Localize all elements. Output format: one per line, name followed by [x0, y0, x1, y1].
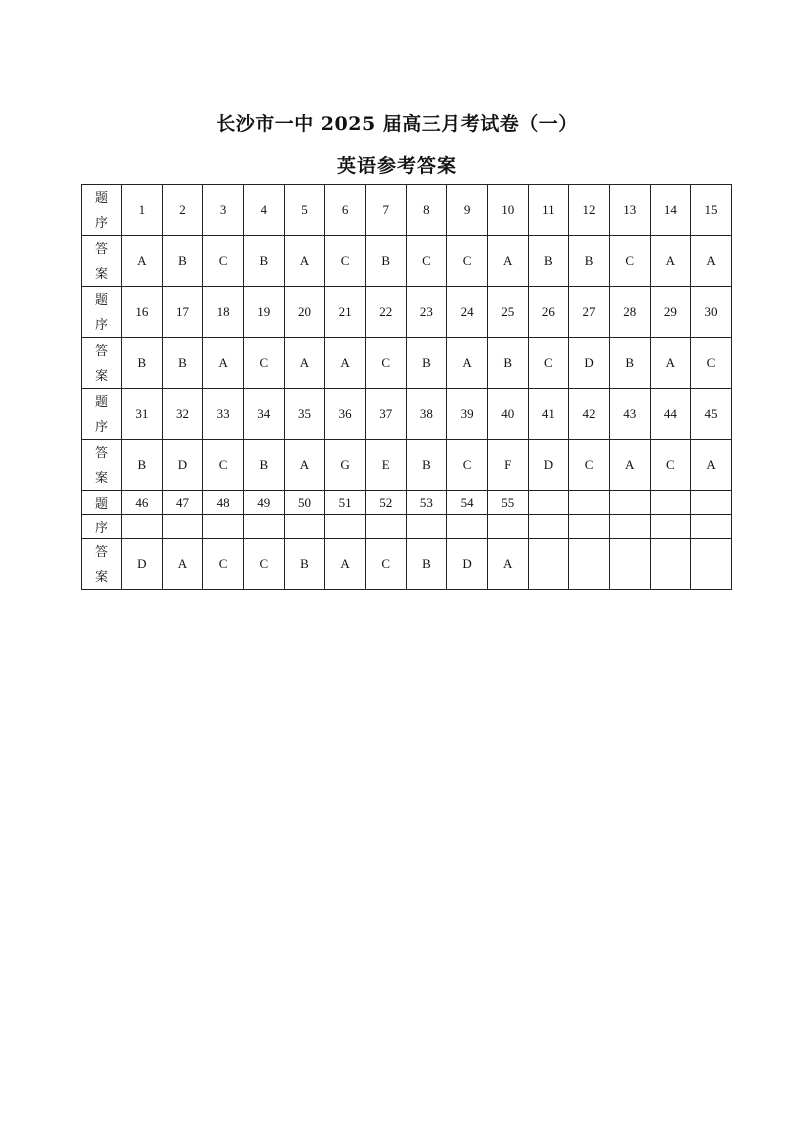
empty-cell — [691, 515, 732, 539]
answer-cell: B — [406, 440, 447, 491]
question-number-cell: 45 — [691, 389, 732, 440]
answer-cell: A — [609, 440, 650, 491]
answer-cell: C — [528, 338, 569, 389]
empty-cell — [122, 515, 163, 539]
answer-cell: C — [243, 539, 284, 590]
empty-cell — [406, 515, 447, 539]
question-number-cell: 54 — [447, 491, 488, 515]
answer-cell: B — [122, 338, 163, 389]
answer-cell: C — [569, 440, 610, 491]
question-number-cell: 2 — [162, 185, 203, 236]
question-number-cell: 37 — [365, 389, 406, 440]
question-number-cell: 35 — [284, 389, 325, 440]
question-number-cell: 46 — [122, 491, 163, 515]
question-number-cell: 24 — [447, 287, 488, 338]
answer-cell: A — [325, 338, 366, 389]
answer-cell: B — [162, 338, 203, 389]
empty-cell — [284, 515, 325, 539]
question-number-cell: 15 — [691, 185, 732, 236]
answer-cell: C — [609, 236, 650, 287]
answer-cell: C — [691, 338, 732, 389]
question-number-cell: 52 — [365, 491, 406, 515]
answer-cell — [650, 539, 691, 590]
answer-cell: C — [447, 236, 488, 287]
answer-cell: C — [203, 236, 244, 287]
question-label: 题 序 — [82, 287, 122, 338]
question-number-cell: 8 — [406, 185, 447, 236]
question-label: 题 序 — [82, 389, 122, 440]
empty-cell — [650, 515, 691, 539]
answer-cell: A — [284, 338, 325, 389]
question-number-cell: 13 — [609, 185, 650, 236]
answer-cell: D — [528, 440, 569, 491]
answer-cell: A — [691, 440, 732, 491]
question-row — [82, 287, 732, 338]
question-number-cell: 29 — [650, 287, 691, 338]
answer-cell: B — [162, 236, 203, 287]
answer-cell: B — [243, 440, 284, 491]
empty-cell — [162, 515, 203, 539]
question-number-cell: 55 — [487, 491, 528, 515]
empty-cell — [569, 515, 610, 539]
answer-cell: A — [650, 338, 691, 389]
question-label: 题 序 — [82, 185, 122, 236]
answer-cell: C — [203, 440, 244, 491]
empty-cell — [365, 515, 406, 539]
question-number-cell: 6 — [325, 185, 366, 236]
question-number-cell: 51 — [325, 491, 366, 515]
answer-cell: A — [284, 236, 325, 287]
question-label-top: 题 — [82, 491, 122, 515]
answer-cell: C — [365, 338, 406, 389]
question-row — [82, 389, 732, 440]
answer-cell: A — [284, 440, 325, 491]
page-subtitle: 英语参考答案 — [336, 155, 457, 177]
question-number-cell: 39 — [447, 389, 488, 440]
page-title: 长沙市一中 2025 届高三月考试卷（一） — [216, 113, 578, 135]
answer-cell: B — [406, 338, 447, 389]
question-number-cell — [528, 491, 569, 515]
question-number-cell: 16 — [122, 287, 163, 338]
question-number-cell: 31 — [122, 389, 163, 440]
question-number-cell: 42 — [569, 389, 610, 440]
question-number-cell — [609, 491, 650, 515]
question-number-cell — [691, 491, 732, 515]
answer-cell: A — [325, 539, 366, 590]
question-number-cell: 17 — [162, 287, 203, 338]
answer-cell: B — [406, 539, 447, 590]
answer-cell: A — [650, 236, 691, 287]
question-number-cell: 23 — [406, 287, 447, 338]
question-number-cell: 12 — [569, 185, 610, 236]
answer-label: 答 案 — [82, 539, 122, 590]
question-number-cell: 5 — [284, 185, 325, 236]
question-number-cell: 47 — [162, 491, 203, 515]
answer-cell: F — [487, 440, 528, 491]
question-number-cell: 26 — [528, 287, 569, 338]
answer-row — [82, 539, 732, 590]
answer-cell: B — [365, 236, 406, 287]
answer-cell: D — [162, 440, 203, 491]
answer-label: 答 案 — [82, 236, 122, 287]
question-number-cell: 33 — [203, 389, 244, 440]
question-number-cell: 49 — [243, 491, 284, 515]
question-row — [82, 491, 732, 515]
answer-cell: D — [122, 539, 163, 590]
answer-cell: A — [162, 539, 203, 590]
question-label-bottom: 序 — [82, 515, 122, 539]
question-row — [82, 185, 732, 236]
question-number-cell — [650, 491, 691, 515]
answer-cell: C — [365, 539, 406, 590]
question-number-cell: 22 — [365, 287, 406, 338]
empty-cell — [243, 515, 284, 539]
question-number-cell: 10 — [487, 185, 528, 236]
answer-cell: C — [447, 440, 488, 491]
empty-cell — [203, 515, 244, 539]
question-number-cell: 36 — [325, 389, 366, 440]
question-number-cell — [569, 491, 610, 515]
question-number-cell: 44 — [650, 389, 691, 440]
question-number-cell: 27 — [569, 287, 610, 338]
answer-cell: B — [487, 338, 528, 389]
answer-cell: E — [365, 440, 406, 491]
empty-cell — [447, 515, 488, 539]
question-number-cell: 38 — [406, 389, 447, 440]
answer-cell — [609, 539, 650, 590]
question-number-cell: 30 — [691, 287, 732, 338]
question-number-cell: 32 — [162, 389, 203, 440]
answer-cell: A — [447, 338, 488, 389]
empty-cell — [609, 515, 650, 539]
question-row-extension — [82, 515, 732, 539]
answer-cell: B — [569, 236, 610, 287]
answer-cell: B — [284, 539, 325, 590]
empty-cell — [528, 515, 569, 539]
answer-label: 答 案 — [82, 338, 122, 389]
answer-cell: C — [203, 539, 244, 590]
question-number-cell: 9 — [447, 185, 488, 236]
answer-cell: B — [243, 236, 284, 287]
answer-cell: A — [487, 236, 528, 287]
question-number-cell: 43 — [609, 389, 650, 440]
answer-cell: B — [609, 338, 650, 389]
question-number-cell: 18 — [203, 287, 244, 338]
question-number-cell: 53 — [406, 491, 447, 515]
question-number-cell: 28 — [609, 287, 650, 338]
empty-cell — [325, 515, 366, 539]
answer-row — [82, 440, 732, 491]
question-number-cell: 4 — [243, 185, 284, 236]
answer-label: 答 案 — [82, 440, 122, 491]
answer-cell: A — [691, 236, 732, 287]
answer-cell: A — [122, 236, 163, 287]
question-number-cell: 34 — [243, 389, 284, 440]
answer-row — [82, 236, 732, 287]
question-number-cell: 14 — [650, 185, 691, 236]
answer-cell: D — [447, 539, 488, 590]
answer-cell: C — [406, 236, 447, 287]
question-number-cell: 3 — [203, 185, 244, 236]
question-number-cell: 19 — [243, 287, 284, 338]
question-number-cell: 48 — [203, 491, 244, 515]
question-number-cell: 11 — [528, 185, 569, 236]
answer-cell — [569, 539, 610, 590]
answer-cell: A — [487, 539, 528, 590]
question-number-cell: 21 — [325, 287, 366, 338]
question-number-cell: 20 — [284, 287, 325, 338]
question-number-cell: 1 — [122, 185, 163, 236]
question-number-cell: 40 — [487, 389, 528, 440]
answer-cell: A — [203, 338, 244, 389]
answer-cell: C — [325, 236, 366, 287]
question-number-cell: 41 — [528, 389, 569, 440]
answer-cell — [528, 539, 569, 590]
answer-cell — [691, 539, 732, 590]
answer-cell: C — [243, 338, 284, 389]
answer-cell: C — [650, 440, 691, 491]
answer-cell: D — [569, 338, 610, 389]
question-number-cell: 50 — [284, 491, 325, 515]
question-number-cell: 25 — [487, 287, 528, 338]
answer-cell: B — [528, 236, 569, 287]
answer-table — [81, 184, 732, 590]
question-number-cell: 7 — [365, 185, 406, 236]
answer-row — [82, 338, 732, 389]
empty-cell — [487, 515, 528, 539]
answer-cell: G — [325, 440, 366, 491]
answer-cell: B — [122, 440, 163, 491]
